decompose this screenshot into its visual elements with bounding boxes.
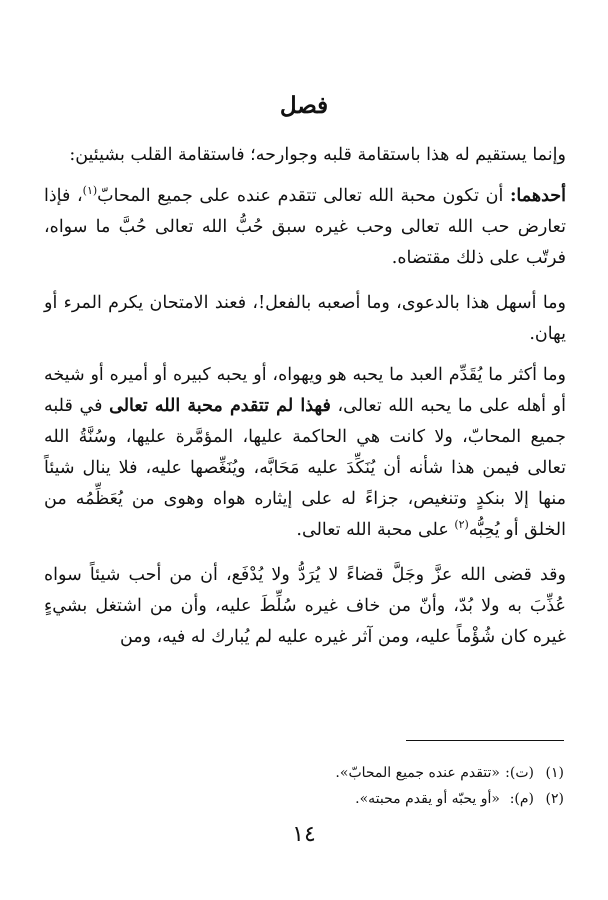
- footnote-number: (١): [545, 765, 564, 781]
- footnote-2: [42, 786, 564, 812]
- footnote-text: «تتقدم عنده جميع المحابّ».: [335, 765, 500, 781]
- paragraph-preference: [44, 360, 566, 546]
- footnote-1: [42, 760, 564, 786]
- page-number: ١٤: [292, 822, 316, 847]
- paragraph-claim: وما أسهل هذا بالدعوى، وما أصعبه بالفعل!، فعند الامتحان يكرم المرء أو يهان.: [44, 293, 566, 344]
- section-heading: فصل: [279, 92, 329, 119]
- paragraph-lead: أحدهما:: [509, 186, 566, 206]
- paragraph-emphasis: فهذا لم تتقدم محبة الله تعالى: [109, 396, 331, 416]
- paragraph-first-point: [44, 181, 566, 274]
- paragraph-text: أن تكون محبة الله تعالى تتقدم عنده على جميع المحابّ: [97, 186, 510, 206]
- paragraph-text: وما أكثر ما يُقَدِّم العبد ما يحبه هو ويهواه، أو يحبه كبيره أو أميره أو شيخه أو أهله على ما يحبه الله تعالى،: [44, 365, 566, 416]
- footnote-source: (ت):: [505, 765, 534, 781]
- paragraph-intro: وإنما يستقيم له هذا باستقامة قلبه وجوارحه؛ فاستقامة القلب بشيئين:: [69, 145, 566, 165]
- footnote-divider: [406, 740, 564, 741]
- paragraph-text: في قلبه جميع المحابّ، ولا كانت هي الحاكمة عليها، المؤمَّرة عليها، وسُنَّةُ الله تعالى فيمن هذا شأنه أن يُنَكِّدَ عليه مَحَابَّه، ويُنَغِّصها عليه، فلا ينال شيئاً منها إلا بنكدٍ وتنغيص، جزاءً له على إيثاره هواه وهوى من يُعَظِّمُه من الخلق أو يُحِبُّه: [44, 396, 566, 540]
- main-text: [44, 140, 566, 667]
- footnotes: [42, 760, 564, 812]
- footnote-source: (م):: [509, 791, 534, 807]
- paragraph-text: ، فإذا تعارض حب الله تعالى وحب غيره سبق حُبُّ الله تعالى حُبَّ ما سواه، فرتّب على ذلك مقتضاه.: [44, 186, 566, 268]
- paragraph-decree: وقد قضى الله عزَّ وجَلَّ قضاءً لا يُرَدُّ ولا يُدْفَع، أن من أحب شيئاً سواه عُذِّبَ به ولا بُدّ، وأنّ من خاف غيره سُلِّطَ عليه، وأن من اشتغل بشيءٍ غيره كان شُؤْماً عليه، ومن آثر غيره عليه لم يُبارك له فيه، ومن: [44, 565, 566, 647]
- footnote-ref-1[interactable]: (١): [82, 184, 98, 198]
- footnote-number: (٢): [545, 791, 564, 807]
- paragraph-text: على محبة الله تعالى.: [296, 520, 455, 540]
- footnote-ref-2[interactable]: (٢): [454, 518, 469, 532]
- footnote-text: «أو يحبّه أو يقدم محبته».: [355, 791, 500, 807]
